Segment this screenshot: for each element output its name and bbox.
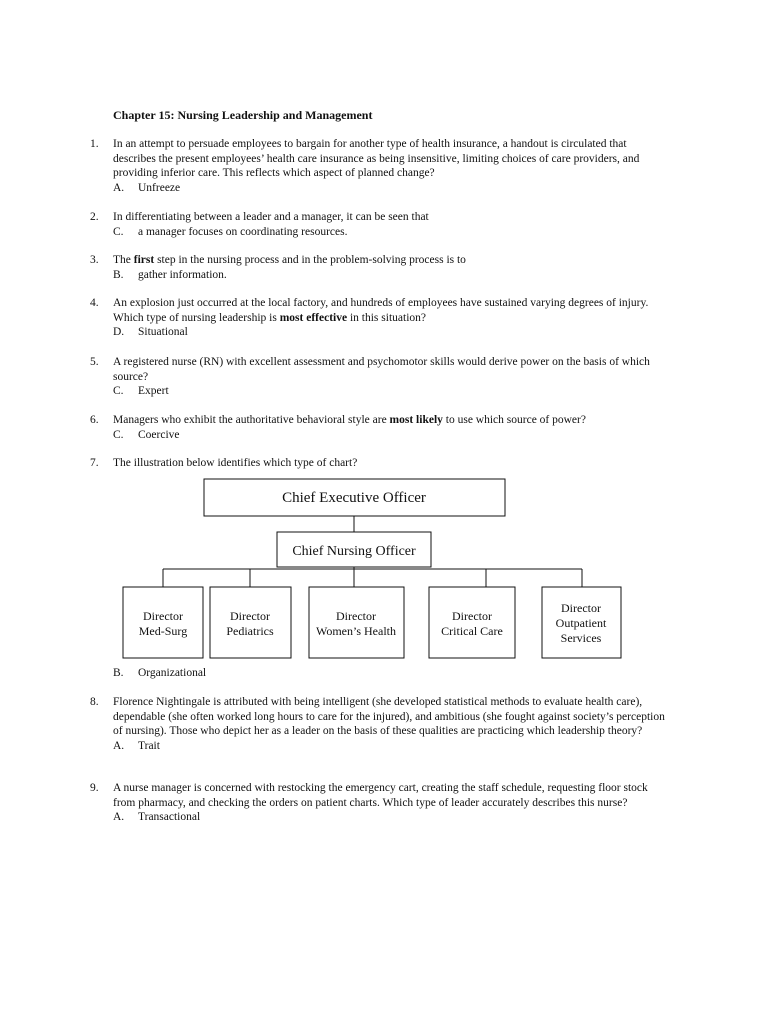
- answer-text: Situational: [138, 326, 188, 339]
- question-emphasis: most effective: [279, 311, 348, 324]
- question-number: 7.: [90, 457, 99, 469]
- director-label: Outpatient: [555, 616, 607, 630]
- answer-letter: C.: [113, 225, 124, 238]
- question-4: [90, 296, 670, 340]
- director-label: Women’s Health: [315, 624, 397, 638]
- answer-text: a manager focuses on coordinating resources.: [138, 225, 348, 238]
- director-box: [123, 587, 203, 658]
- answer-text: gather information.: [138, 268, 227, 281]
- question-text: [113, 296, 670, 325]
- answer: [113, 810, 670, 825]
- question-number: 8.: [90, 696, 99, 708]
- director-label: Services: [560, 631, 602, 645]
- director-box: [542, 587, 621, 658]
- answer-letter: D.: [113, 326, 125, 339]
- answer-text: Transactional: [138, 811, 201, 824]
- question-number: 3.: [90, 254, 99, 266]
- question-number: 9.: [90, 782, 99, 794]
- question-7: [90, 456, 670, 471]
- director-label: Director: [230, 609, 270, 623]
- director-box: [309, 587, 404, 658]
- question-9: [90, 781, 670, 825]
- answer-text: Unfreeze: [138, 182, 181, 195]
- answer: [113, 428, 670, 443]
- answer: [113, 666, 670, 681]
- question-number: 2.: [90, 211, 99, 223]
- question-text-part: Managers who exhibit the authoritative behavioral style are: [113, 414, 390, 426]
- question-6: [90, 413, 670, 442]
- question-text-part: An explosion just occurred at the local factory, and hundreds of employees have sustained varying degrees of injury. Which type of nursing leadership is: [113, 297, 649, 324]
- director-box: [210, 587, 291, 658]
- question-text: A registered nurse (RN) with excellent assessment and psychomotor skills would derive power on the basis of which source?: [113, 356, 650, 383]
- director-label: Director: [143, 609, 183, 623]
- director-label: Director: [561, 601, 601, 615]
- answer: [113, 384, 670, 399]
- answer-letter: C.: [113, 385, 124, 398]
- answer: [113, 325, 670, 340]
- answer-text: Organizational: [138, 667, 207, 679]
- answer-letter: C.: [113, 428, 124, 441]
- director-label: Med-Surg: [138, 624, 188, 638]
- chapter-title: Chapter 15: Nursing Leadership and Management: [113, 108, 373, 122]
- question-text: A nurse manager is concerned with restocking the emergency cart, creating the staff schedule, requesting floor stock from pharmacy, and checking the orders on patient charts. Which type of leader accurately describes this nurse?: [113, 782, 648, 809]
- question-emphasis: first: [133, 254, 155, 266]
- answer-text: Coercive: [138, 428, 180, 441]
- answer: [113, 181, 670, 196]
- director-box: [429, 587, 515, 658]
- answer: [113, 739, 670, 754]
- answer-letter: A.: [113, 182, 125, 195]
- question-7-answer: [90, 666, 670, 681]
- answer: [113, 268, 670, 283]
- director-label: Pediatrics: [226, 624, 274, 638]
- question-number: 1.: [90, 138, 99, 150]
- answer-letter: B.: [113, 268, 124, 281]
- cno-box: [277, 532, 431, 567]
- director-label: Critical Care: [441, 624, 503, 638]
- question-number: 6.: [90, 414, 99, 426]
- answer-letter: A.: [113, 811, 125, 824]
- director-label: Director: [336, 609, 376, 623]
- director-label: Director: [452, 609, 492, 623]
- answer-text: Trait: [138, 740, 160, 753]
- ceo-box: [204, 479, 505, 516]
- question-number: 4.: [90, 297, 99, 309]
- question-text-part: The: [113, 254, 134, 266]
- question-emphasis: most likely: [389, 414, 443, 426]
- question-text-part: to use which source of power?: [442, 414, 586, 426]
- question-text: Florence Nightingale is attributed with being intelligent (she developed statistical methods to evaluate health care), dependable (she often worked long hours to care for the injured), and ambitious (she fought against society’s perception of nursing). Those who depict her as a leader on the basis of these qualities are practicing which leadership theory?: [113, 696, 665, 738]
- question-text: In an attempt to persuade employees to bargain for another type of health insurance, a handout is circulated that describes the present employees’ health care insurance as being insensitive, limiting choices of care providers, and providing inferior care. This reflects which aspect of planned change?: [113, 138, 640, 180]
- question-8: [90, 695, 670, 754]
- question-3: [90, 253, 670, 282]
- answer-letter: B.: [113, 667, 124, 679]
- question-text: [113, 253, 670, 268]
- answer: [113, 225, 670, 240]
- question-2: [90, 210, 670, 239]
- answer-letter: A.: [113, 740, 125, 753]
- question-5: [90, 355, 670, 399]
- question-text: In differentiating between a leader and a manager, it can be seen that: [113, 211, 429, 223]
- question-text: [113, 413, 670, 428]
- question-text: The illustration below identifies which type of chart?: [113, 457, 358, 469]
- question-number: 5.: [90, 356, 99, 368]
- question-text-part: step in the nursing process and in the problem-solving process is to: [154, 254, 466, 266]
- question-text-part: in this situation?: [347, 311, 426, 324]
- ceo-label: Chief Executive Officer: [282, 490, 426, 506]
- question-1: [90, 137, 670, 196]
- cno-label: Chief Nursing Officer: [292, 544, 416, 559]
- answer-text: Expert: [138, 385, 169, 398]
